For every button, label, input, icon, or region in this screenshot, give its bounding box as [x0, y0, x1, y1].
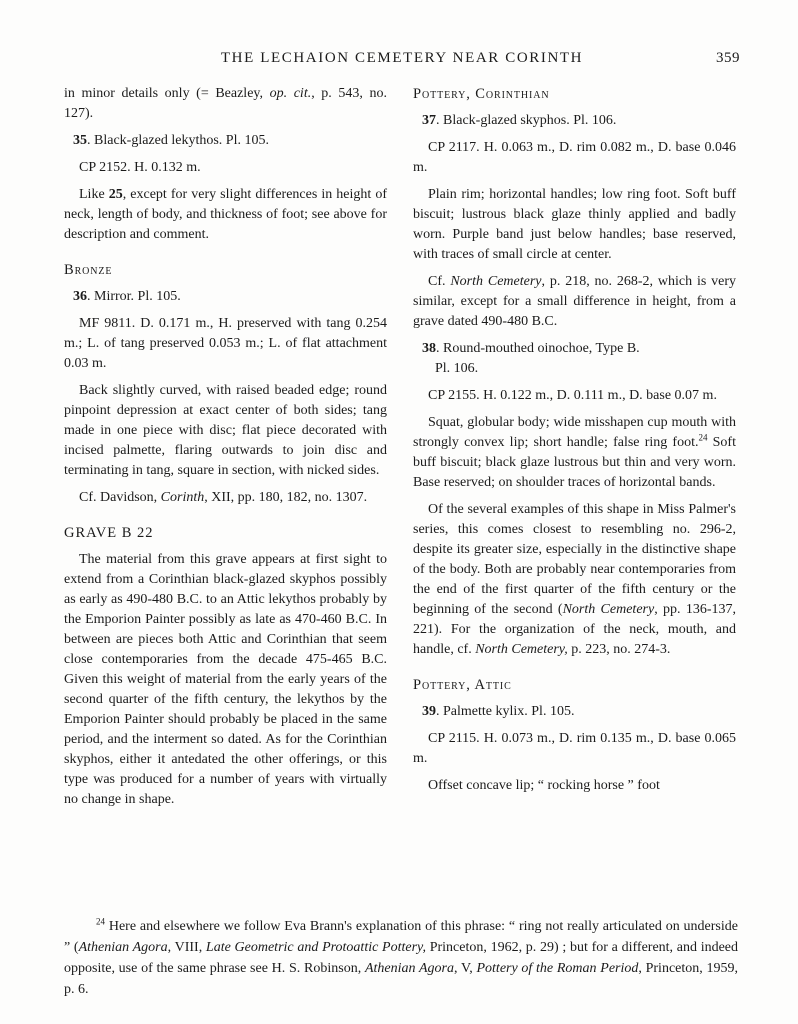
- text-columns: [64, 84, 736, 810]
- section-heading-pottery-attic: [413, 675, 736, 695]
- left-column: [64, 84, 387, 810]
- text-run: CP 2152. H. 0.132 m.: [79, 160, 201, 175]
- text-run: CP 2115. H. 0.073 m., D. rim 0.135 m., D. base 0.065 m.: [413, 731, 736, 766]
- text-run: Cf.: [428, 274, 451, 289]
- text-run: The material from this grave appears at first sight to extend from a Corinthian black-glazed skyphos possibly as early as 490-480 B.C. to an Attic lekythos probably by the Emporion Painter possibly as late as 470-460 B.C. In between are pieces both Attic and Corinthian that seem close contemporaries from the decade 475-465 B.C. Given this weight of material from the early years of the second quarter of the fifth century, the lekythos by the Emporion Painter should probably be placed in the same period, and the interment so dated. As for the Corinthian skyphos, either it antedated the other offerings, or this type was produced for a number of years with virtually no change in shape.: [64, 552, 387, 807]
- grave-b22-discussion: [64, 550, 387, 810]
- italic-text: Athenian Agora: [364, 961, 454, 976]
- text-run: MF 9811. D. 0.171 m., H. preserved with tang 0.254 m.; L. of tang preserved 0.053 m.; L. of flat attachment 0.03 m.: [64, 316, 387, 371]
- entry-35-heading: [64, 131, 387, 151]
- text-run: Back slightly curved, with raised beaded edge; round pinpoint depression at exact center of both sides; tang made in one piece with disc; flat piece decorated with incised palmette, flaring outwards to join disc and terminating in tang, square in section, with nicked sides.: [64, 383, 387, 478]
- text-run: , VIII,: [167, 940, 206, 955]
- text-run: . Round-mouthed oinochoe, Type B.: [436, 341, 640, 356]
- text-run: , p. 543, no. 127).: [64, 86, 388, 121]
- entry-37-heading: [413, 111, 736, 131]
- text-run: , V,: [453, 961, 477, 976]
- text-run: . Mirror. Pl. 105.: [87, 289, 181, 304]
- section-heading-grave-b22: [64, 523, 387, 543]
- italic-text: Pottery of the Roman Period: [476, 961, 639, 976]
- text-run: . Palmette kylix. Pl. 105.: [436, 704, 575, 719]
- italic-text: op. cit.: [269, 86, 312, 101]
- entry-39-heading: [413, 702, 736, 722]
- footnote: [64, 916, 738, 1000]
- text-run: , p. 218, no. 268-2, which is very similar, except for a small difference in height, from a grave dated 490-480 B.C.: [413, 274, 736, 329]
- entry-39-description: [413, 776, 736, 796]
- bold-text: 37: [422, 113, 436, 128]
- text-run: Here and elsewhere we follow Eva Brann's explanation of this phrase: “ ring not really articulated on underside ” (: [64, 919, 738, 955]
- entry-35-description: [64, 185, 387, 245]
- italic-text: Corinth: [160, 490, 205, 505]
- entry-37-catalog: [413, 138, 736, 178]
- italic-text: North Cemetery: [450, 274, 542, 289]
- italic-text: North Cemetery,: [475, 642, 568, 657]
- entry-38-discussion: [413, 500, 736, 660]
- text-run: Offset concave lip; “ rocking horse ” foot: [428, 778, 660, 793]
- page-number: 359: [716, 50, 740, 66]
- text-run: Squat, globular body; wide misshapen cup mouth with strongly convex lip; short handle; false ring foot.: [413, 415, 736, 450]
- right-column: [413, 84, 736, 810]
- text-run: CP 2117. H. 0.063 m., D. rim 0.082 m., D. base 0.046 m.: [413, 140, 736, 175]
- bold-text: 38: [422, 341, 436, 356]
- text-run: in minor details only (= Beazley,: [64, 86, 270, 101]
- text-run: , Princeton, 1959, p. 6.: [64, 961, 738, 997]
- italic-text: Late Geometric and Protoattic Pottery,: [205, 940, 426, 955]
- text-run: GRAVE B 22: [64, 525, 154, 541]
- text-run: CP 2155. H. 0.122 m., D. 0.111 m., D. base 0.07 m.: [428, 388, 717, 403]
- text-run: , pp. 136-137, 221). For the organization of the neck, mouth, and handle, cf.: [413, 602, 736, 657]
- bold-text: 35: [73, 133, 87, 148]
- bold-text: 25: [108, 187, 123, 202]
- section-heading-pottery-corinthian: [413, 84, 736, 104]
- paragraph-continuation: [64, 84, 387, 124]
- text-run: , XII, pp. 180, 182, no. 1307.: [204, 490, 368, 505]
- text-run: Of the several examples of this shape in Miss Palmer's series, this comes closest to resembling no. 296-2, despite its greater size, especially in the distinctive shape of the body. Both are probably near contemporaries from the end of the first quarter of the fifth century or the beginning of the second (: [413, 502, 736, 617]
- entry-37-description: [413, 185, 736, 265]
- text-run: Like: [79, 187, 109, 202]
- entry-39-catalog: [413, 729, 736, 769]
- text-run: . Black-glazed lekythos. Pl. 105.: [87, 133, 269, 148]
- running-title: THE LECHAION CEMETERY NEAR CORINTH: [220, 50, 584, 66]
- entry-36-catalog: [64, 314, 387, 374]
- text-run: Pottery, Corinthian: [413, 86, 550, 102]
- text-run: Princeton, 1962, p. 29) ; but for a different, and indeed opposite, use of the same phrase see H. S. Robinson,: [64, 940, 739, 976]
- text-run: Soft buff biscuit; black glaze lustrous but thin and very worn. Base reserved; on shoulder traces of horizontal bands.: [413, 435, 736, 490]
- entry-35-catalog: [64, 158, 387, 178]
- italic-text: Athenian Agora: [78, 940, 168, 955]
- text-run: . Black-glazed skyphos. Pl. 106.: [436, 113, 617, 128]
- bold-text: 39: [422, 704, 436, 719]
- text-run: , except for very slight differences in height of neck, length of body, and thickness of foot; see above for description and comment.: [64, 187, 387, 242]
- section-heading-bronze: [64, 260, 387, 280]
- text-run: Bronze: [64, 262, 113, 278]
- text-run: Plain rim; horizontal handles; low ring foot. Soft buff biscuit; lustrous black glaze thinly applied and badly worn. Purple band just below handles; base reserved, with traces of small circle at center.: [413, 187, 736, 262]
- entry-38-heading: [413, 339, 736, 379]
- italic-text: North Cemetery: [562, 602, 655, 617]
- text-run: Pl. 106.: [435, 361, 479, 376]
- entry-36-reference: [64, 488, 387, 508]
- entry-38-catalog: [413, 386, 736, 406]
- footnote-ref: 24: [96, 916, 105, 927]
- entry-38-description: [413, 413, 736, 493]
- entry-36-description: [64, 381, 387, 481]
- page-header: [64, 50, 740, 72]
- entry-37-reference: [413, 272, 736, 332]
- footnote-ref: 24: [698, 432, 708, 443]
- text-run: p. 223, no. 274-3.: [567, 642, 671, 657]
- text-run: Cf. Davidson,: [79, 490, 161, 505]
- bold-text: 36: [73, 289, 87, 304]
- text-run: Pottery, Attic: [413, 677, 512, 693]
- entry-36-heading: [64, 287, 387, 307]
